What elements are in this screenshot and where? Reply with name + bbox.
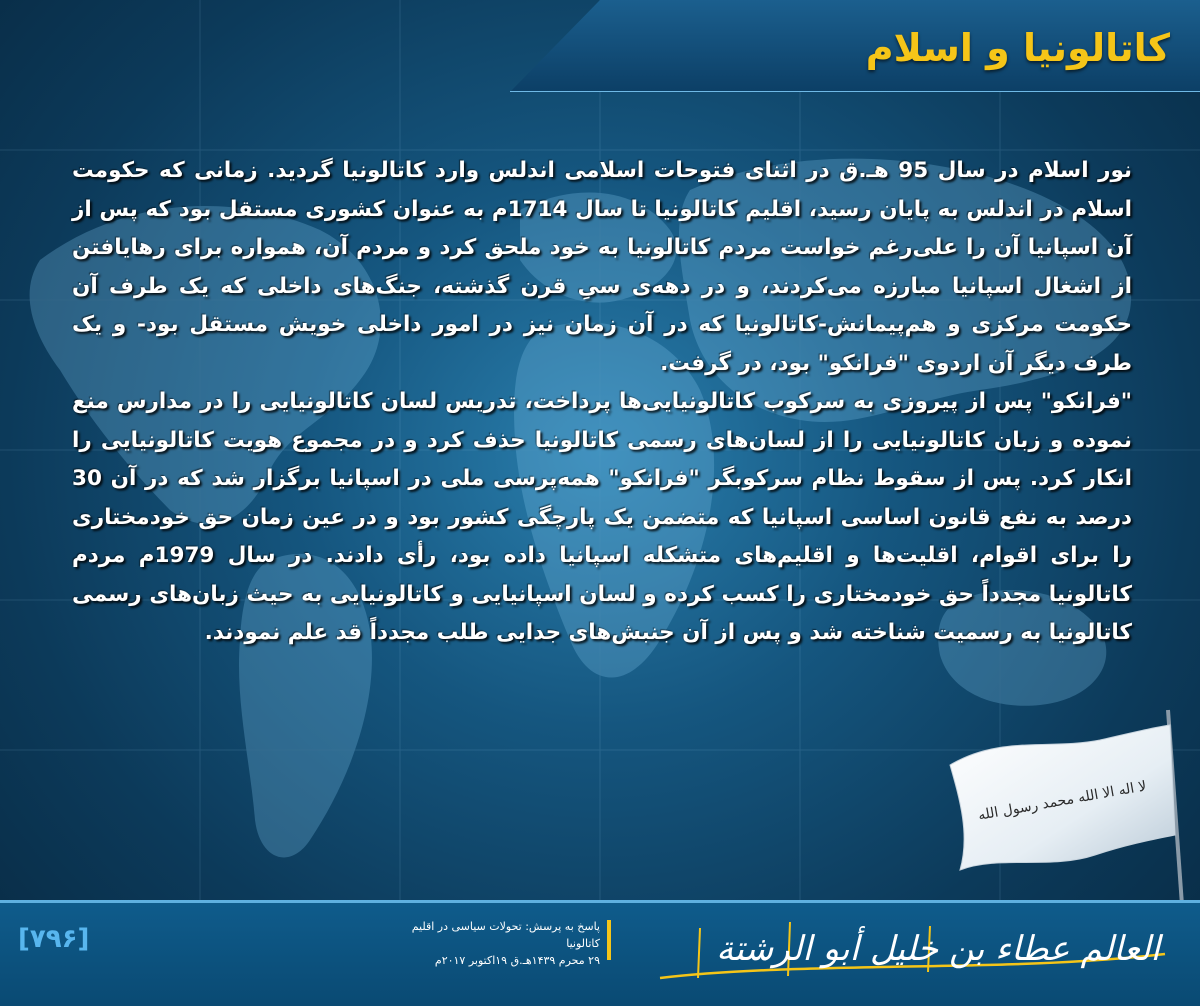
signature-text: العالم عطاء بن خليل أبو الرشتة (716, 929, 1160, 969)
footer-divider (0, 900, 1200, 903)
signature-calligraphy (640, 908, 1180, 1000)
source-block (395, 918, 600, 969)
source-title: پاسخ به پرسش: تحولات سیاسی در اقلیم کاتالونیا (411, 920, 600, 950)
issue-number: [۷۹۶] (18, 924, 90, 954)
article-paragraph-2: "فرانکو" پس از پیروزی به سرکوب کاتالونیایی‌ها پرداخت، تدریس لسان کاتالونیایی را در مدارس منع نموده و زبان کاتالونیایی را از لسان‌های رسمی کاتالونیا حذف کرد و در مجموع هویت کاتالونیایی را انکار کرد. پس از سقوط نظام سرکوبگر "فرانکو" همه‌پرسی ملی در اسپانیا برگزار شد که در آن 30 درصد به نفع قانون اساسی اسپانیا که متضمن یک پارچگی کشور بود و در عین زمان حق خودمختاری را برای اقوام، اقلیت‌ها و اقلیم‌های متشکله اسپانیا داده بود، رأی دادند. در سال 1979م مردم کاتالونیا مجدداً حق خودمختاری را کسب کرده و لسان اسپانیایی و کاتالونیایی به حیث زبان‌های رسمی کاتالونیا به رسمیت شناخته شد و پس از آن جنبش‌های جدایی طلب مجدداً قد علم نمودند. (72, 389, 1132, 645)
white-flag-icon (930, 705, 1200, 905)
page-title: کاتالونیا و اسلام (865, 26, 1170, 70)
source-date: ۲۹ محرم ۱۴۳۹هـ.ق ۱۹اکتوبر ۲۰۱۷م (434, 954, 600, 967)
title-bar (510, 0, 1200, 92)
flag-inscription: لا اله الا الله محمد رسول الله (976, 778, 1148, 824)
article-body (72, 152, 1132, 653)
article-paragraph-1: نور اسلام در سال 95 هـ.ق در اثنای فتوحات اسلامی اندلس وارد کاتالونیا گردید. زمانی که حکومت اسلام در اندلس به پایان رسید، اقلیم کاتالونیا تا سال 1714م به عنوان کشوری مستقل بود که پس از آن اسپانیا آن را علی‌رغم خواست مردم کاتالونیا به خود ملحق کرد و مردم آن، همواره برای رهایافتن از اشغال اسپانیا مبارزه می‌کردند، و در دهه‌ی سیِ قرن گذشته، جنگ‌های داخلی که یک طرف آن حکومت مرکزی و هم‌پیمانش-کاتالونیا که در آن زمان نیز در امور داخلی خویش مستقل بود- و یک طرف دیگر آن اردوی "فرانکو" بود، در گرفت. (72, 158, 1132, 376)
source-divider (607, 920, 611, 960)
